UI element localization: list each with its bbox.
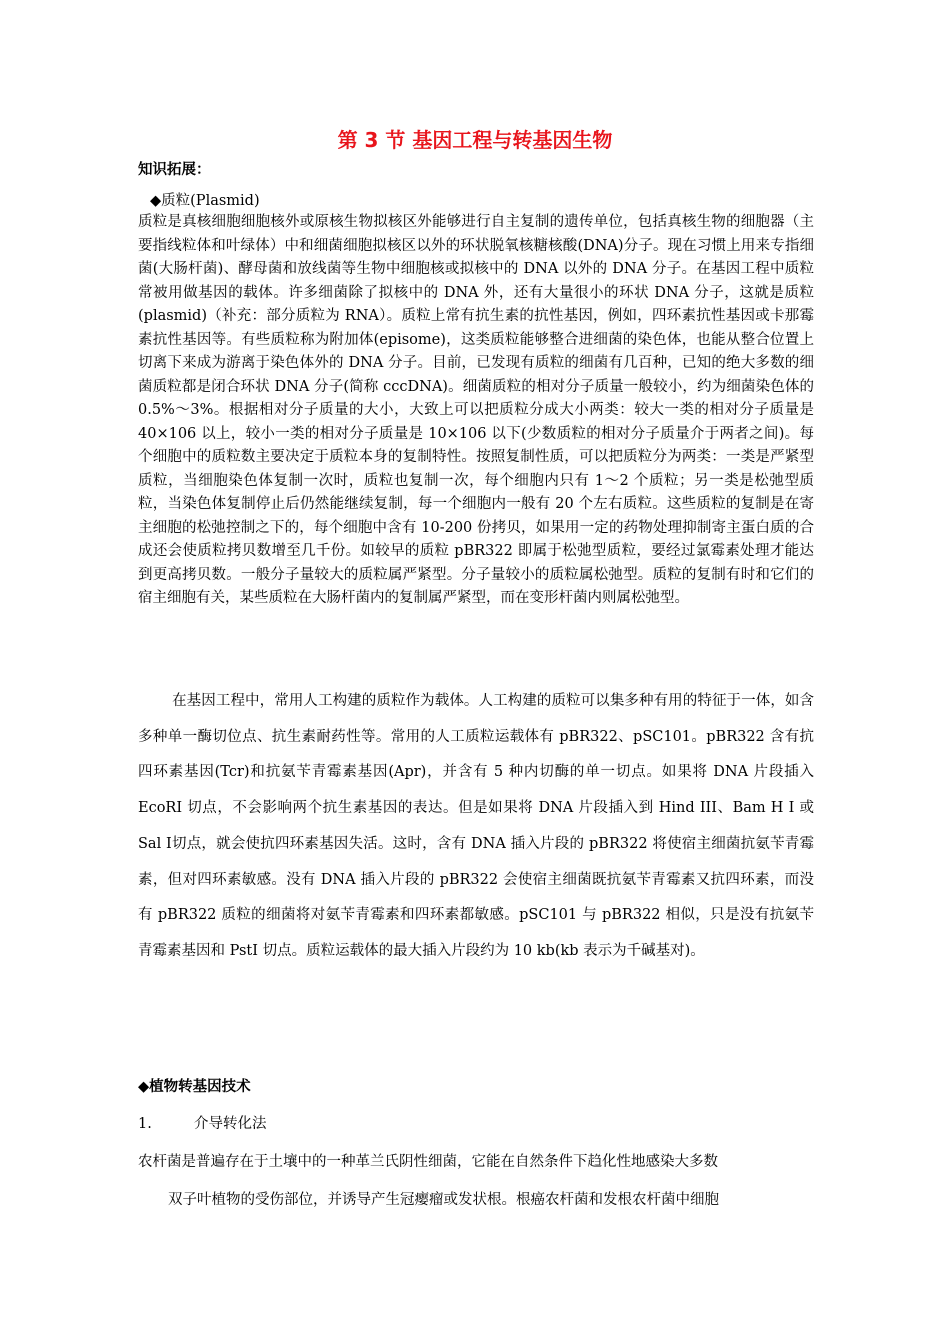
page-title: 第 3 节 基因工程与转基因生物: [337, 128, 613, 152]
plasmid-paragraph-2-text: 在基因工程中，常用人工构建的质粒作为载体。人工构建的质粒可以集多种有用的特征于一体，如含多种单一酶切位点、抗生素耐药性等。常用的人工质粒运载体有 pBR322、pSC101。pBR322 含有抗四环素基因(Tcr)和抗氨苄青霉素基因(Apr)，并含有 5 种内切酶的单一切点。如果将 DNA 片段插入 EcoRI 切点，不会影响两个抗生素基因的表达。但是如果将 DNA 片段插入到 Hind III、Bam H I 或 Sal I切点，就会使抗四环素基因失活。这时，含有 DNA 插入片段的 pBR322 将使宿主细菌抗氨苄青霉素，但对四环素敏感。没有 DNA 插入片段的 pBR322 会使宿主细菌既抗氨苄青霉素又抗四环素，而没有 pBR322 质粒的细菌将对氨苄青霉素和四环素都敏感。pSC101 与 pBR322 相似，只是没有抗氨苄青霉素基因和 PstI 切点。质粒运载体的最大插入片段约为 10 kb(kb 表示为千碱基对)。: [138, 693, 814, 959]
transgenic-line-2: 双子叶植物的受伤部位，并诱导产生冠瘿瘤或发状根。根癌农杆菌和发根农杆菌中细胞: [168, 1192, 719, 1208]
list-item-1: [138, 1112, 267, 1133]
plasmid-paragraph-1: 质粒是真核细胞细胞核外或原核生物拟核区外能够进行自主复制的遗传单位，包括真核生物的细胞器（主要指线粒体和叶绿体）中和细菌细胞拟核区以外的环状脱氧核糖核酸(DNA)分子。现在习惯上用来专指细菌(大肠杆菌)、酵母菌和放线菌等生物中细胞核或拟核中的 DNA 以外的 DNA 分子。在基因工程中质粒常被用做基因的载体。许多细菌除了拟核中的 DNA 外，还有大量很小的环状 DNA 分子，这就是质粒(plasmid)（补充：部分质粒为 RNA）。质粒上常有抗生素的抗性基因，例如，四环素抗性基因或卡那霉素抗性基因等。有些质粒称为附加体(episome)，这类质粒能够整合进细菌的染色体，也能从整合位置上切离下来成为游离于染色体外的 DNA 分子。目前，已发现有质粒的细菌有几百种，已知的绝大多数的细菌质粒都是闭合环状 DNA 分子(简称 cccDNA)。细菌质粒的相对分子质量一般较小，约为细菌染色体的 0.5%～3%。根据相对分子质量的大小，大致上可以把质粒分成大小两类：较大一类的相对分子质量是 40×106 以上，较小一类的相对分子质量是 10×106 以下(少数质粒的相对分子质量介于两者之间)。每个细胞中的质粒数主要决定于质粒本身的复制特性。按照复制性质，可以把质粒分为两类：一类是严紧型质粒，当细胞染色体复制一次时，质粒也复制一次，每个细胞内只有 1～2 个质粒；另一类是松弛型质粒，当染色体复制停止后仍然能继续复制，每一个细胞内一般有 20 个左右质粒。这些质粒的复制是在寄主细胞的松弛控制之下的，每个细胞中含有 10-200 份拷贝，如果用一定的药物处理抑制寄主蛋白质的合成还会使质粒拷贝数增至几千份。如较早的质粒 pBR322 即属于松弛型质粒，要经过氯霉素处理才能达到更高拷贝数。一般分子量较大的质粒属严紧型。分子量较小的质粒属松弛型。质粒的复制有时和它们的宿主细胞有关，某些质粒在大肠杆菌内的复制属严紧型，而在变形杆菌内则属松弛型。: [138, 214, 814, 606]
section-label: 知识拓展：: [138, 162, 211, 178]
list-item-number: 1.: [138, 1116, 152, 1132]
plasmid-paragraph-2: [138, 684, 814, 970]
plasmid-heading: ◆质粒(Plasmid): [150, 193, 260, 209]
list-item-label: 介导转化法: [194, 1116, 267, 1132]
transgenic-heading: ◆植物转基因技术: [138, 1079, 251, 1095]
transgenic-line-1: 农杆菌是普遍存在于土壤中的一种革兰氏阴性细菌，它能在自然条件下趋化性地感染大多数: [138, 1154, 718, 1170]
